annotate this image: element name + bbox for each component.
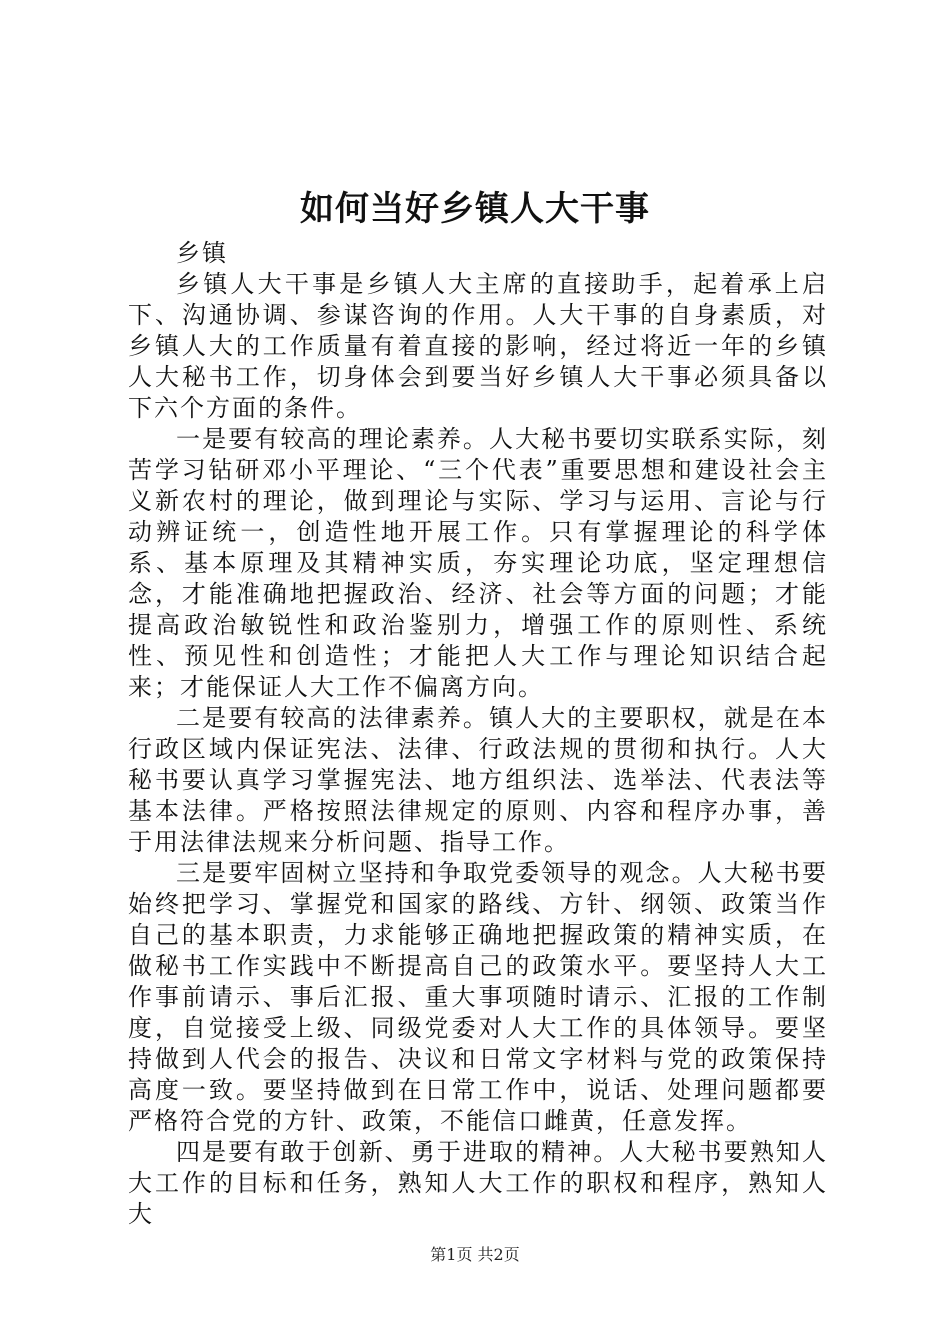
paragraph-innovation: 四是要有敢于创新、勇于进取的精神。人大秘书要熟知人大工作的目标和任务，熟知人大工作的职权和程序，熟知人大 xyxy=(128,1138,828,1228)
document-title: 如何当好乡镇人大干事 xyxy=(300,189,650,229)
paragraph-overview: 乡镇人大干事是乡镇人大主席的直接助手，起着承上启下、沟通协调、参谋咨询的作用。人大干事的自身素质，对乡镇人大的工作质量有着直接的影响，经过将近一年的乡镇人大秘书工作，切身体会到要当好乡镇人大干事必须具备以下六个方面的条件。 xyxy=(128,270,828,422)
paragraph-party-leadership: 三是要牢固树立坚持和争取党委领导的观念。人大秘书要始终把学习、掌握党和国家的路线、方针、纲领、政策当作自己的基本职责，力求能够正确地把握政策的精神实质，在做秘书工作实践中不断提高自己的政策水平。要坚持人大工作事前请示、事后汇报、重大事项随时请示、汇报的工作制度，自觉接受上级、同级党委对人大工作的具体领导。要坚持做到人代会的报告、决议和日常文字材料与党的政策保持高度一致。要坚持做到在日常工作中，说话、处理问题都要严格符合党的方针、政策，不能信口雌黄，任意发挥。 xyxy=(128,859,828,1135)
document-body xyxy=(128,238,828,1230)
page-number-footer: 第1页 共2页 xyxy=(430,1245,520,1264)
paragraph-theory: 一是要有较高的理论素养。人大秘书要切实联系实际，刻苦学习钻研邓小平理论、“三个代表”重要思想和建设社会主义新农村的理论，做到理论与实际、学习与运用、言论与行动辨证统一，创造性地开展工作。只有掌握理论的科学体系、基本原理及其精神实质，夯实理论功底，坚定理想信念，才能准确地把握政治、经济、社会等方面的问题；才能提高政治敏锐性和政治鉴别力，增强工作的原则性、系统性、预见性和创造性；才能把人大工作与理论知识结合起来；才能保证人大工作不偏离方向。 xyxy=(128,425,828,701)
paragraph-intro: 乡镇 xyxy=(176,239,228,267)
paragraph-law: 二是要有较高的法律素养。镇人大的主要职权，就是在本行政区域内保证宪法、法律、行政法规的贯彻和执行。人大秘书要认真学习掌握宪法、地方组织法、选举法、代表法等基本法律。严格按照法律规定的原则、内容和程序办事，善于用法律法规来分析问题、指导工作。 xyxy=(128,704,828,856)
